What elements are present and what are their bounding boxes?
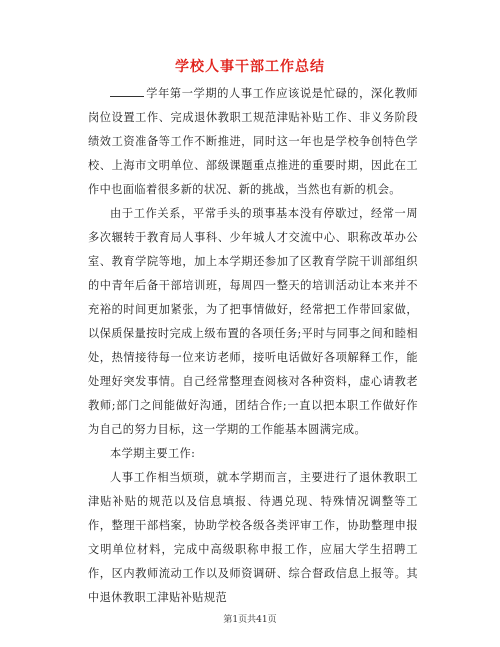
- document-body: [88, 82, 418, 610]
- paragraph-2: 由于工作关系，平常手头的琐事基本没有停歇过，经常一周多次辗转于教育局人事科、少年城人才交流中心、职称改革办公室、教育学院等地，加上本学期还参加了区教育学院干训部组织的中青年后备干部培训班，每周四一整天的培训活动让本来并不充裕的时间更加紧张，为了把事情做好，经常把工作带回家做，以保质保量按时完成上级布置的各项任务;平时与同事之间和睦相处，热情接待每一位来访老师，接听电话做好各项解释工作，能处理好突发事情。自己经常整理查阅核对各种资料，虚心请教老教师;部门之间能做好沟通，团结合作;一直以把本职工作做好作为自己的努力目标，这一学期的工作能基本圆满完成。: [88, 207, 418, 436]
- document-title: 学校人事干部工作总结: [175, 59, 325, 75]
- paragraph-1: [88, 82, 418, 202]
- page-number: 第1页共41页: [223, 615, 277, 625]
- paragraph-4: 人事工作相当烦琐，就本学期而言，主要进行了退休教职工津贴补贴的规范以及信息填报、待遇兑现、特殊情况调整等工作，整理干部档案，协助学校各级各类评审工作，协助整理申报文明单位材料，完成中高级职称申报工作，应届大学生招聘工作，区内教师流动工作以及师资调研、综合督政信息上报等。其中退休教职工津贴补贴规范: [88, 471, 418, 604]
- paragraph-1-text: 学年第一学期的人事工作应该说是忙碌的，深化教师岗位设置工作、完成退休教职工规范津贴补贴工作、非义务阶段绩效工资准备等工作不断推进，同时这一年也是学校争创特色学校、上海市文明单位、部级课题重点推进的重要时期，因此在工作中也面临着很多新的状况、新的挑战，当然也有新的机会。: [88, 87, 418, 196]
- paragraph-3: 本学期主要工作:: [110, 447, 196, 460]
- blank-underline: [110, 84, 144, 97]
